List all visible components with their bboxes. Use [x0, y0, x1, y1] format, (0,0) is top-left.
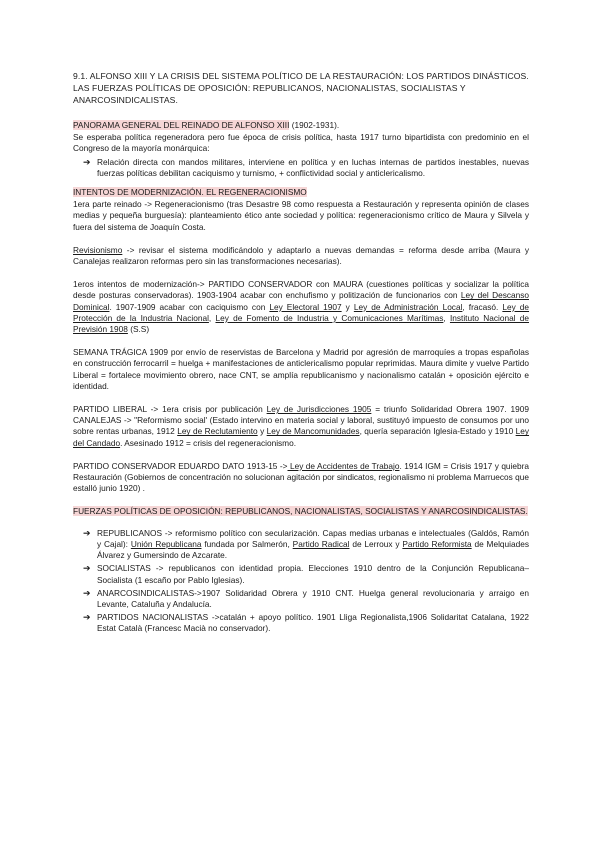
list-item: ➔ REPUBLICANOS -> reformismo político con secularización. Capas medias urbanas e intelectuales (Galdós, Ramón y Cajal): Unión Republicana fundada por Salmerón, Partido Radical de Lerroux y Partido Reformista de Melquiades Álvarez y Gumersindo de Azcarate. — [83, 527, 529, 561]
document-title: 9.1. ALFONSO XIII Y LA CRISIS DEL SISTEMA POLÍTICO DE LA RESTAURACIÓN: LOS PARTIDOS DINÁSTICOS. LAS FUERZAS POLÍTICAS DE OPOSICIÓN: REPUBLICANOS, NACIONALISTAS, SOCIALISTAS Y ANARCOSINDICALISTAS. — [73, 71, 529, 105]
section-oposicion — [73, 506, 529, 634]
list-item-text: Relación directa con mandos militares, interviene en política y en luchas internas de partidos inestables, nuevas fuerzas políticas debilitan caciquismo y turnismo, + conflictividad social y anticlericalismo. — [97, 156, 529, 178]
paragraph-semana-tragica: SEMANA TRÁGICA 1909 por envío de reservistas de Barcelona y Madrid por agresión de marroquíes a tropas españolas en construcción ferrocarril = huelga + manifestaciones de anticlericalismo popular reprimidas. Maura dimite y vuelve Partido Liberal = fortalece movimiento obrero, nace CNT, se amplía republicanismo y nacionalismo catalán + oposición ejército e identidad. — [73, 347, 529, 391]
document-page — [73, 70, 529, 643]
law-underlined: Ley del Candado — [73, 426, 530, 448]
law-underlined: Ley de Mancomunidades — [266, 426, 360, 437]
paragraph-maura: 1eros intentos de modernización-> PARTIDO CONSERVADOR con MAURA (cuestiones políticas y socializar la política desde posturas conservadoras). 1903-1904 acabar con enchufismo y politización de funcionarios con Ley del Descanso Dominical. 1907-1909 acabar con caciquismo con Ley Electoral 1907 y Ley de Administración Local, fracasó. Ley de Protección de la Industria Nacional, Ley de Fomento de Industria y Comunicaciones Marítimas, Instituto Nacional de Previsión 1908 (S.S) — [73, 279, 530, 335]
arrow-icon: ➔ — [83, 527, 91, 538]
law-underlined: Ley Electoral 1907 — [269, 301, 342, 312]
bullet-list — [73, 157, 529, 179]
list-item-text: SOCIALISTAS -> republicanos con identidad propia. Elecciones 1910 dentro de la Conjunción Republicana–Socialista (1 escaño por Pablo Iglesias). — [97, 563, 529, 585]
list-item-text: PARTIDOS NACIONALISTAS ->catalán + apoyo político. 1901 Lliga Regionalista,1906 Solidaritat Catalana, 1922 Estat Català (Francesc Macià no conservador). — [97, 612, 529, 634]
section-dates: (1902-1931). — [289, 120, 340, 130]
law-underlined: Ley de Accidentes de Trabajo — [287, 460, 400, 471]
paragraph-partido-liberal: PARTIDO LIBERAL -> 1era crisis por publicación Ley de Jurisdicciones 1905 = triunfo Solidaridad Obrera 1907. 1909 CANALEJAS -> "Reformismo social' (Estado intervino en materia social y laboral, sustituyó impuesto de consumos por uno sobre rentas urbanas, 1912 Ley de Reclutamiento y Ley de Mancomunidades, quería separación Iglesia-Estado y 1910 Ley del Candado. Asesinado 1912 = crisis del regeneracionismo. — [73, 404, 530, 448]
law-underlined: Ley de Jurisdicciones 1905 — [266, 404, 372, 415]
list-item — [83, 612, 529, 634]
section-regeneracionismo — [73, 187, 529, 494]
law-underlined: Instituto Nacional de Previsión 1908 — [73, 312, 529, 335]
paragraph-dato: PARTIDO CONSERVADOR EDUARDO DATO 1913-15 -> Ley de Accidentes de Trabajo. 1914 IGM = Crisis 1917 y quiebra Restauración (Gobiernos de concentración no solucionan agitación por sindicatos, regionalismo ni problema Marruecos que estalló junio 1920) . — [73, 460, 529, 494]
section-panorama — [73, 120, 529, 179]
paragraph: 1era parte reinado -> Regeneracionismo (tras Desastre 98 como respuesta a Restauración y representa opinión de clases medias y pequeña burguesía): planteamiento ético ante sociedad y política: regeneracionismo crítico de Maura y Silvela y fuera del sistema de Joaquín Costa. — [73, 199, 529, 232]
paragraph-revisionismo: Revisionismo -> revisar el sistema modificándolo y adaptarlo a nuevas demandas = reforma desde arriba (Maura y Canalejas realizaron reformas pero sin las transformaciones necesarias). — [73, 244, 529, 267]
list-item — [83, 588, 529, 610]
section-heading-oposicion: FUERZAS POLÍTICAS DE OPOSICIÓN: REPUBLICANOS, NACIONALISTAS, SOCIALISTAS Y ANARCOSINDICALISTAS. — [73, 506, 528, 517]
arrow-icon: ➔ — [83, 156, 91, 167]
section-heading-regeneracionismo: INTENTOS DE MODERNIZACIÓN. EL REGENERACIONISMO — [73, 187, 307, 198]
party-underlined: Unión Republicana — [130, 538, 202, 549]
law-underlined: Ley de Administración Local — [353, 301, 463, 312]
arrow-icon: ➔ — [83, 612, 91, 623]
law-underlined: Ley de Fomento de Industria y Comunicaciones Marítimas — [215, 312, 444, 323]
party-underlined: Partido Reformista — [402, 538, 472, 549]
term-underlined: Revisionismo — [73, 244, 123, 255]
law-underlined: Ley de Protección de la Industria Nacional — [73, 301, 530, 323]
list-item-text: ANARCOSINDICALISTAS->1907 Solidaridad Obrera y 1910 CNT. Huelga general revolucionaria y arraigo en Levante, Cataluña y Andalucía. — [97, 587, 529, 609]
arrow-icon: ➔ — [83, 563, 91, 574]
paragraph: Se esperaba política regeneradora pero fue época de crisis política, hasta 1917 turno bipartidista con predominio en el Congreso de la mayoría monárquica: — [73, 132, 529, 154]
law-underlined: Ley de Reclutamiento — [177, 426, 258, 437]
party-underlined: Partido Radical — [292, 538, 350, 549]
arrow-icon: ➔ — [83, 587, 91, 598]
list-item — [83, 563, 529, 585]
bullet-list — [73, 528, 529, 635]
law-underlined: Ley del Descanso Dominical — [73, 290, 529, 312]
list-item — [83, 157, 529, 179]
section-heading-panorama: PANORAMA GENERAL DEL REINADO DE ALFONSO XIII — [73, 120, 290, 130]
